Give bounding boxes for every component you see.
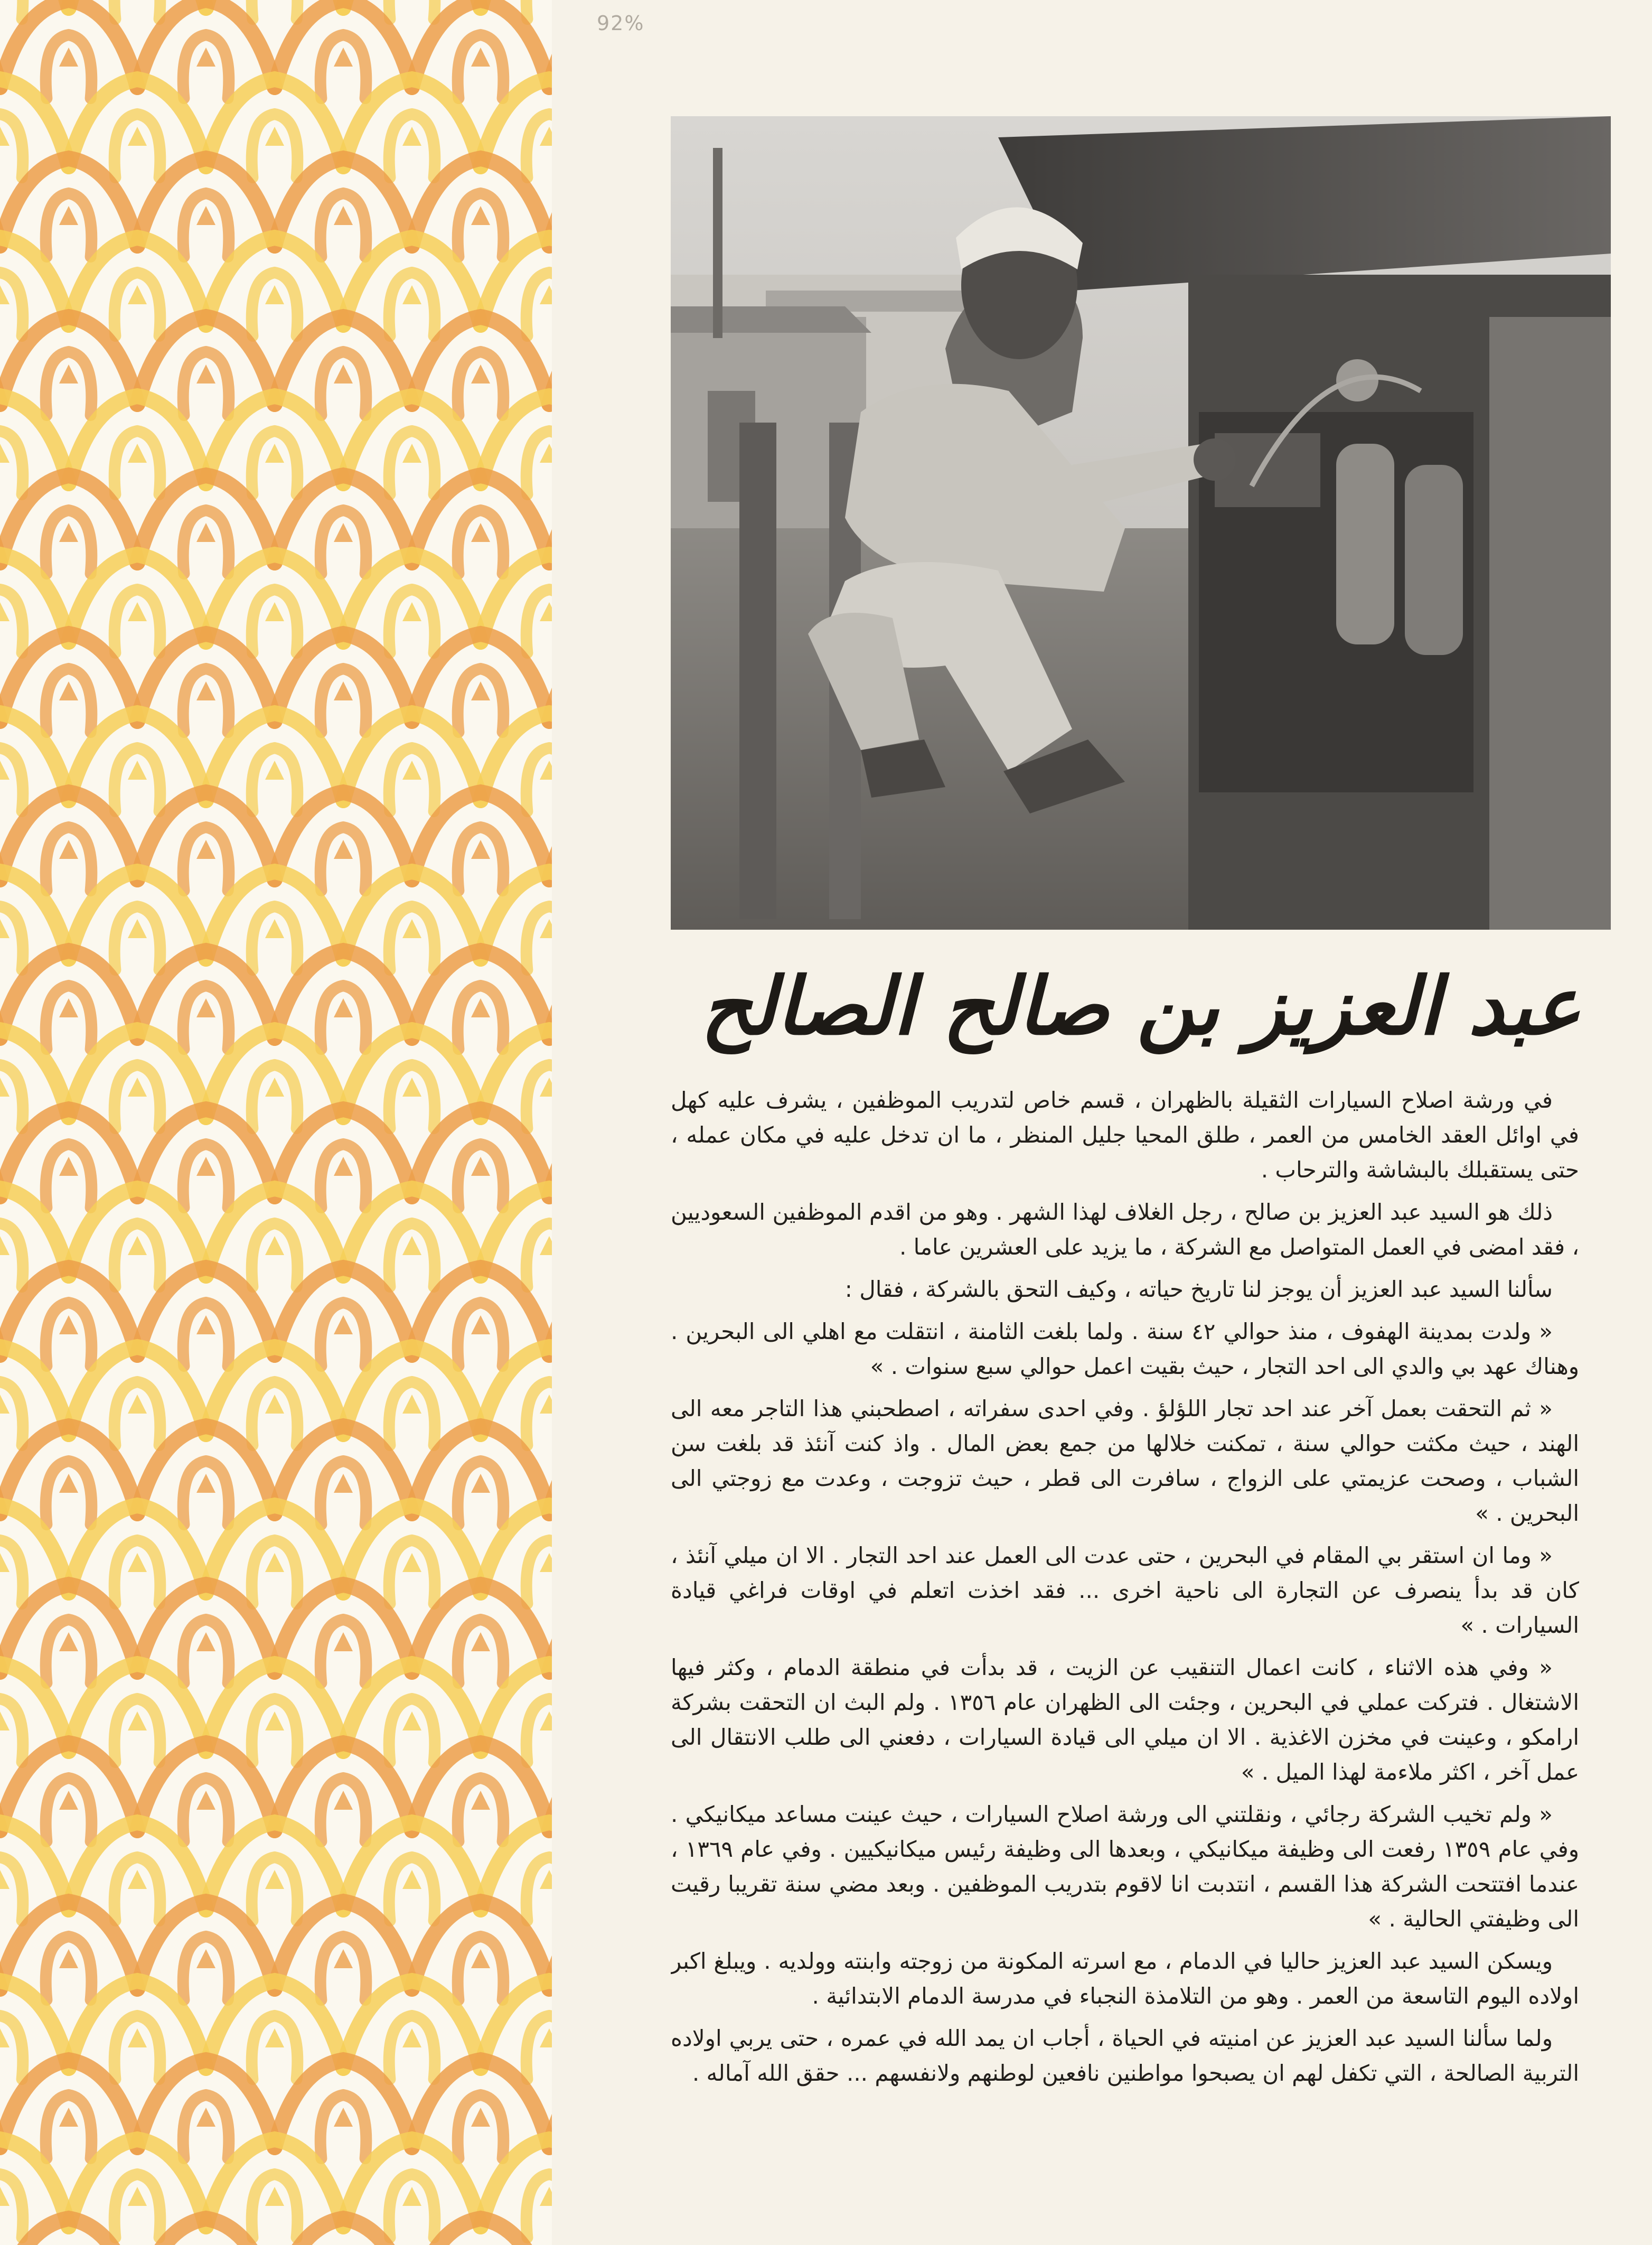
engine-block — [1199, 359, 1473, 792]
pattern-motif — [59, 998, 78, 1017]
pattern-motif — [402, 1870, 421, 1889]
pattern-motif — [540, 919, 552, 938]
pattern-motif — [265, 1870, 284, 1889]
pattern-motif — [540, 1553, 552, 1572]
pattern-motif — [265, 1711, 284, 1730]
pattern-motif — [334, 1791, 353, 1810]
pattern-motif — [0, 1078, 10, 1097]
shed-roof — [671, 306, 871, 333]
pattern-motif — [0, 1395, 10, 1414]
pattern-motif — [471, 2108, 490, 2127]
pattern-motif — [115, 0, 161, 19]
pattern-motif — [128, 2187, 147, 2206]
article-paragraph: « ثم التحقت بعمل آخر عند احد تجار اللؤلؤ . وفي احدى سفراته ، اصطحبني هذا التاجر معه الى الهند ، حيث مكثت حوالي سنة ، تمكنت خلالها من جمع بعض المال . واذ كنت آنئذ قد بلغت سن الشباب ، وصحت عزيمتي على الزواج ، سافرت الى قطر ، حيث تزوجت ، وعدت مع زوجتي الى البحرين . » — [671, 1396, 1579, 1526]
pattern-motif — [540, 127, 552, 146]
article-body — [671, 1083, 1579, 2197]
pattern-motif — [402, 285, 421, 304]
pattern-motif — [0, 285, 10, 304]
pattern-motif — [402, 761, 421, 780]
pattern-motif — [265, 127, 284, 146]
pattern-motif — [128, 1236, 147, 1255]
pattern-motif — [471, 523, 490, 542]
pattern-motif — [471, 1791, 490, 1810]
pattern-motif — [540, 444, 552, 463]
pattern-motif — [128, 444, 147, 463]
pattern-motif — [540, 1078, 552, 1097]
pattern-motif — [334, 2108, 353, 2127]
article-paragraph: ولما سألنا السيد عبد العزيز عن امنيته في الحياة ، أجاب ان يمد الله في عمره ، حتى يربي اولاده التربية الصالحة ، التي تكفل لهم ان يصبحوا مواطنين نافعين لوطنهم ولانفسهم ... حقق الله آماله . — [671, 2025, 1579, 2086]
pattern-motif — [540, 761, 552, 780]
pattern-motif — [540, 602, 552, 621]
pattern-motif — [128, 285, 147, 304]
pattern-motif — [196, 1157, 215, 1176]
pattern-motif — [334, 523, 353, 542]
pattern-motif — [196, 1474, 215, 1493]
radiator-grille — [1489, 317, 1611, 930]
pattern-motif — [252, 0, 298, 19]
pattern-motif — [402, 127, 421, 146]
article-title: عبد العزيز بن صالح الصالح — [700, 960, 1581, 1053]
pattern-motif — [196, 2108, 215, 2127]
pattern-motif — [402, 2187, 421, 2206]
pattern-motif — [196, 364, 215, 383]
article-paragraph: ويسكن السيد عبد العزيز حاليا في الدمام ، مع اسرته المكونة من زوجته وابنته وولديه . ويبلغ اكبر اولاده اليوم التاسعة من العمر . وهو من التلامذة النجباء في مدرسة الدمام الابتدائية . — [671, 1948, 1579, 2009]
pattern-motif — [334, 1949, 353, 1968]
pattern-motif — [0, 919, 10, 938]
pattern-motif — [471, 840, 490, 859]
pattern-motif — [59, 2108, 78, 2127]
pattern-motif — [196, 1949, 215, 1968]
truck-frame-left — [739, 423, 776, 919]
pattern-motif — [334, 1315, 353, 1334]
pattern-motif — [59, 206, 78, 225]
pattern-motif — [471, 1157, 490, 1176]
pattern-motif — [59, 1474, 78, 1493]
pattern-motif — [540, 1236, 552, 1255]
pattern-motif — [59, 364, 78, 383]
article-paragraph: « وفي هذه الاثناء ، كانت اعمال التنقيب عن الزيت ، قد بدأت في منطقة الدمام ، وكثر فيها الاشتغال . فتركت عملي في البحرين ، وجئت الى الظهران عام ١٣٥٦ . ولم البث ان التحقت بشركة ارامكو ، وعينت في مخزن الاغذية . الا ان ميلي الى قيادة السيارات ، دفعني الى طلب الانتقال الى عمل آخر ، اكثر ملاءمة لهذا الميل . » — [671, 1654, 1579, 1785]
pattern-motif — [402, 1078, 421, 1097]
pattern-motif — [540, 285, 552, 304]
pattern-motif — [265, 285, 284, 304]
pattern-motif — [334, 1474, 353, 1493]
pattern-motif — [471, 1474, 490, 1493]
pattern-motif — [334, 206, 353, 225]
pattern-motif — [334, 1632, 353, 1651]
pattern-motif — [402, 602, 421, 621]
pattern-motif — [540, 1395, 552, 1414]
pattern-motif — [389, 0, 435, 19]
pattern-motif — [128, 761, 147, 780]
pattern-motif — [540, 1870, 552, 1889]
pattern-motif — [402, 1553, 421, 1572]
pattern-motif — [0, 1870, 10, 1889]
pattern-motif — [0, 2028, 10, 2047]
pattern-motif — [334, 1157, 353, 1176]
tower — [713, 148, 722, 338]
pattern-motif — [265, 1078, 284, 1097]
pattern-motif — [265, 1553, 284, 1572]
pattern-motif — [527, 0, 552, 19]
pattern-motif — [0, 0, 23, 19]
pattern-motif — [59, 1791, 78, 1810]
article-paragraph: في ورشة اصلاح السيارات الثقيلة بالظهران ، قسم خاص لتدريب الموظفين ، يشرف عليه كهل في اوائل العقد الخامس من العمر ، طلق المحيا جليل المنظر ، ما ان تدخل عليه في مكان عمله ، حتى يستقبلك بالبشاشة والترحاب . — [671, 1087, 1579, 1183]
pattern-motif — [128, 919, 147, 938]
pattern-motif — [128, 1078, 147, 1097]
pattern-motif — [402, 444, 421, 463]
pattern-motif — [471, 1315, 490, 1334]
pattern-motif — [59, 523, 78, 542]
pattern-motif — [334, 998, 353, 1017]
pattern-motif — [128, 1711, 147, 1730]
pattern-motif — [549, 2219, 552, 2245]
pattern-motif — [196, 48, 215, 67]
pattern-motif — [402, 1711, 421, 1730]
pattern-motif — [471, 206, 490, 225]
pattern-motif — [59, 1949, 78, 1968]
mechanic-photo-illustration — [671, 116, 1611, 930]
pattern-motif — [402, 2028, 421, 2047]
pattern-motif — [0, 444, 10, 463]
pattern-motif — [128, 602, 147, 621]
pattern-motif — [59, 840, 78, 859]
article-paragraph: « ولدت بمدينة الهفوف ، منذ حوالي ٤٢ سنة . ولما بلغت الثامنة ، انتقلت مع اهلي الى البحرين . وهناك عهد بي والدي الى احد التجار ، حيث بقيت اعمل حوالي سبع سنوات . » — [671, 1318, 1579, 1379]
mechanic-photo — [671, 116, 1611, 930]
pattern-motif — [196, 206, 215, 225]
pattern-motif — [196, 1791, 215, 1810]
pattern-motif — [471, 681, 490, 700]
pattern-motif — [540, 1711, 552, 1730]
pattern-motif — [334, 681, 353, 700]
pattern-motif — [265, 919, 284, 938]
pattern-motif — [128, 1870, 147, 1889]
pattern-motif — [59, 1632, 78, 1651]
pattern-motif — [0, 761, 10, 780]
pattern-motif — [265, 602, 284, 621]
pattern-motif — [59, 1315, 78, 1334]
pattern-motif — [265, 2187, 284, 2206]
pattern-motif — [196, 998, 215, 1017]
pattern-motif — [128, 2028, 147, 2047]
pattern-motif — [471, 1632, 490, 1651]
pattern-motif — [128, 127, 147, 146]
pattern-motif — [402, 1236, 421, 1255]
article-paragraph: « ولم تخيب الشركة رجائي ، ونقلتني الى ورشة اصلاح السيارات ، حيث عينت مساعد ميكانيكي . وفي عام ١٣٥٩ رفعت الى وظيفة ميكانيكي ، وبعدها الى وظيفة رئيس ميكانيكيين . وفي عام ١٣٦٩ ، عندما افتتحت الشركة هذا القسم ، انتدبت انا لاقوم بتدريب الموظفين . وبعد مضي سنة تقريبا رقيت الى وظيفتي الحالية . » — [671, 1801, 1579, 1932]
pattern-motif — [334, 840, 353, 859]
arabesque-pattern — [0, 0, 552, 2245]
pattern-motif — [265, 1395, 284, 1414]
pattern-motif — [0, 602, 10, 621]
pattern-motif — [402, 1395, 421, 1414]
pattern-motif — [196, 681, 215, 700]
pattern-motif — [471, 998, 490, 1017]
pattern-motif — [196, 840, 215, 859]
pattern-motif — [471, 1949, 490, 1968]
pattern-motif — [265, 1236, 284, 1255]
pattern-motif — [0, 1236, 10, 1255]
pattern-motif — [59, 1157, 78, 1176]
pattern-motif — [196, 1632, 215, 1651]
pattern-motif — [128, 1553, 147, 1572]
pattern-motif — [540, 2187, 552, 2206]
pattern-motif — [402, 919, 421, 938]
pattern-motif — [334, 48, 353, 67]
pattern-motif — [265, 2028, 284, 2047]
article-paragraph: سألنا السيد عبد العزيز أن يوجز لنا تاريخ حياته ، وكيف التحق بالشركة ، فقال : — [844, 1276, 1553, 1302]
pattern-motif — [196, 1315, 215, 1334]
pattern-motif — [0, 127, 10, 146]
article-paragraph: ذلك هو السيد عبد العزيز بن صالح ، رجل الغلاف لهذا الشهر . وهو من اقدم الموظفين السعوديين ، فقد امضى في العمل المتواصل مع الشركة ، ما يزيد على العشرين عاما . — [671, 1199, 1579, 1260]
pattern-motif — [128, 1395, 147, 1414]
pattern-motif — [59, 48, 78, 67]
pattern-motif — [540, 2028, 552, 2047]
pattern-motif — [265, 444, 284, 463]
pattern-motif — [471, 364, 490, 383]
pattern-motif — [265, 761, 284, 780]
corner-note: 92% — [597, 12, 645, 35]
article-paragraph: « وما ان استقر بي المقام في البحرين ، حتى عدت الى العمل عند احد التجار . الا ان ميلي آنئذ ، كان قد بدأ ينصرف عن التجارة الى ناحية اخرى ... فقد اخذت اتعلم في اوقات فراغي قيادة السيارات . » — [671, 1542, 1579, 1638]
pattern-motif — [0, 2187, 10, 2206]
pattern-motif — [334, 364, 353, 383]
pattern-motif — [59, 681, 78, 700]
decorative-pattern-strip — [0, 0, 552, 2245]
pattern-motif — [471, 48, 490, 67]
pattern-motif — [0, 1711, 10, 1730]
pattern-motif — [196, 523, 215, 542]
pattern-motif — [0, 1553, 10, 1572]
